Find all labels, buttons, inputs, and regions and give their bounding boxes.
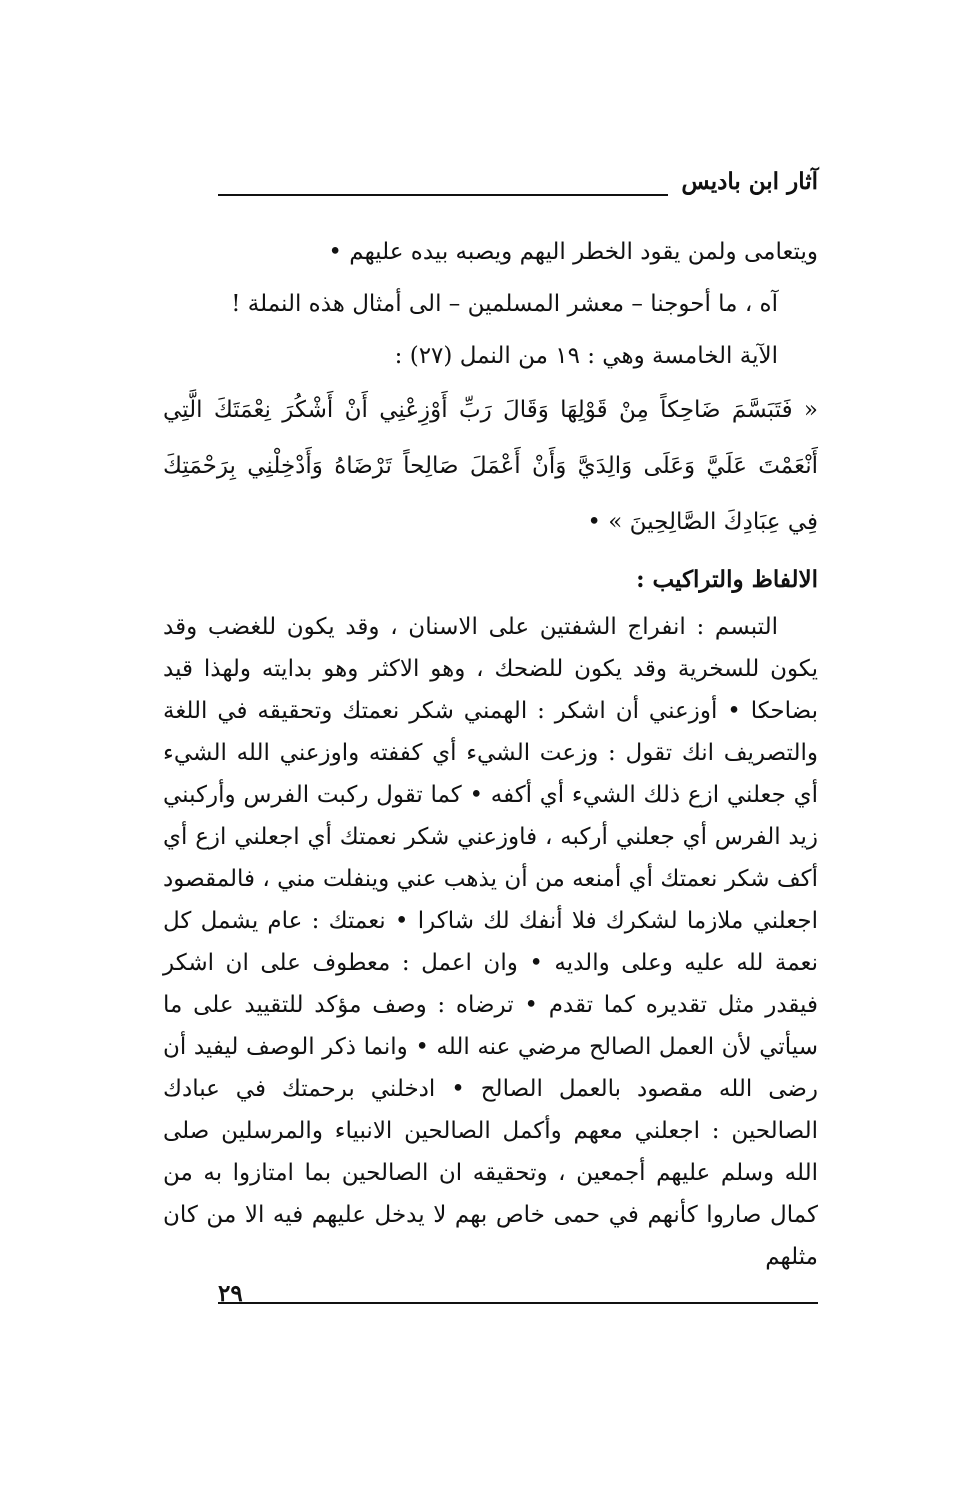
paragraph-3: الآية الخامسة وهي : ١٩ من النمل (٢٧) : (394, 343, 778, 369)
paragraph-1: ويتعامى ولمن يقود الخطر اليهم ويصبه بيده عليهم • (328, 239, 818, 265)
running-header (218, 168, 818, 208)
page-body (163, 226, 818, 1278)
page-footer (218, 1280, 818, 1316)
book-title: آثار ابن باديس (681, 168, 818, 195)
section-heading: الالفاظ والتراكيب : (636, 566, 818, 593)
quran-verse: « فَتَبَسَّمَ ضَاحِكاً مِنْ قَوْلِهَا وَقَالَ رَبِّ أَوْزِعْنِي أَنْ أَشْكُرَ نِعْمَتَكَ الَّتِي أَنْعَمْتَ عَلَيَّ وَعَلَى وَالِدَيَّ وَأَنْ أَعْمَلَ صَالِحاً تَرْضَاهُ وَأَدْخِلْنِي بِرَحْمَتِكَ فِي عِبَادِكَ الصَّالِحِينَ » • (163, 397, 818, 535)
page-number: ٢٩ (218, 1280, 243, 1307)
paragraph-2: آه ، ما أحوجنا – معشر المسلمين – الى أمثال هذه النملة ! (231, 291, 778, 317)
header-rule (218, 194, 668, 196)
paragraph-4: التبسم : انفراج الشفتين على الاسنان ، وقد يكون للغضب وقد يكون للسخرية وقد يكون للضحك ، وهو الاكثر وهو بدايته ولهذا قيد بضاحكا • أوزعني أن اشكر : الهمني شكر نعمتك وتحقيقه في اللغة والتصريف انك تقول : وزعت الشيء أي كففته واوزعني الله الشيء أي جعلني ازع ذلك الشيء أي أكفه • كما تقول ركبت الفرس وأركبني زيد الفرس أي جعلني أركبه ، فاوزعني شكر نعمتك أي اجعلني ازع أي أكف شكر نعمتك أي أمنعه من أن يذهب عني وينفلت مني ، فالمقصود اجعلني ملازما لشكرك فلا أنفك لك شاكرا • نعمتك : عام يشمل كل نعمة لله عليه وعلى والديه • وان اعمل : معطوف على ان اشكر فيقدر مثل تقديره كما تقدم • ترضاه : وصف مؤكد للتقييد على ما سيأتي لأن العمل الصالح مرضي عنه الله • وانما ذكر الوصف ليفيد أن رضى الله مقصود بالعمل الصالح • ادخلني برحمتك في عبادك الصالحين : اجعلني معهم وأكمل الصالحين الانبياء والمرسلين صلى الله وسلم عليهم أجمعين ، وتحقيقه ان الصالحين بما امتازوا به من كمال صاروا كأنهم في حمى خاص بهم لا يدخل عليهم فيه الا من كان مثلهم (163, 614, 818, 1270)
footer-rule (218, 1302, 818, 1304)
